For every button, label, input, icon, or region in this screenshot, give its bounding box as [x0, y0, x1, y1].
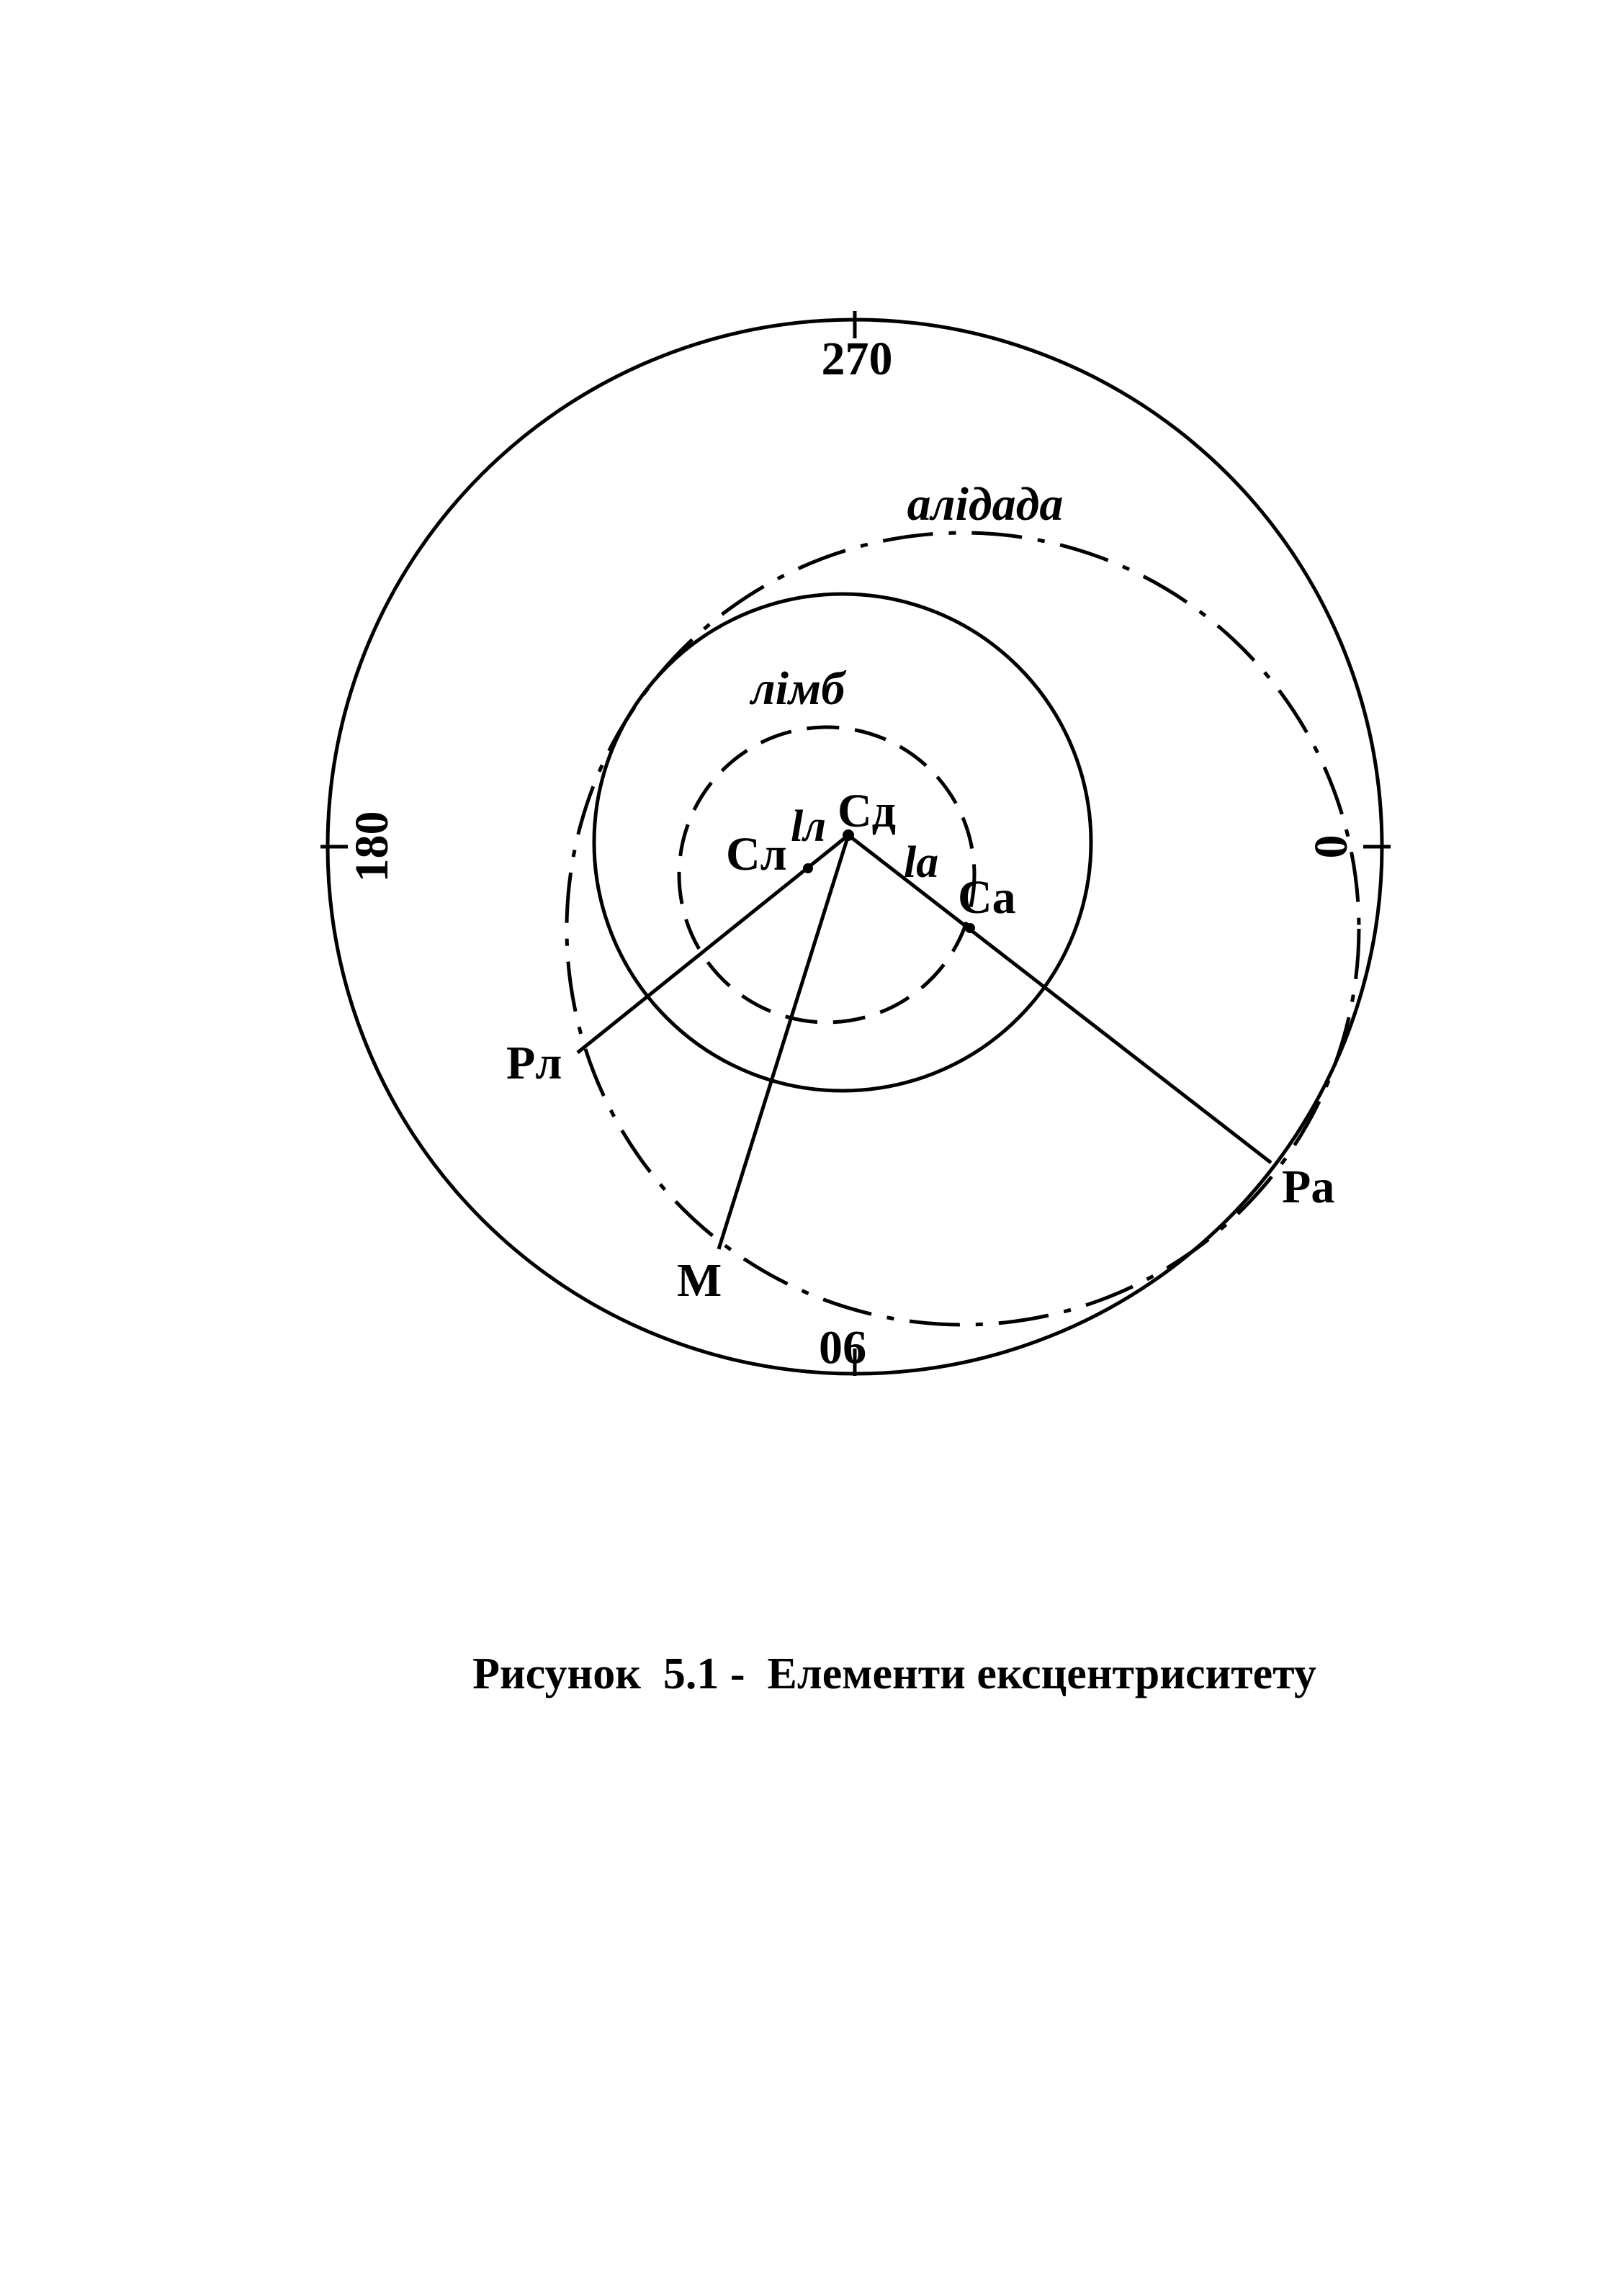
alidade-label: алідада [907, 478, 1064, 531]
scale-label-180: 180 [346, 811, 398, 883]
line-cd-m [719, 835, 848, 1249]
point-label-cd: Сд [838, 785, 897, 837]
figure-caption: Рисунок 5.1 - Елементи ексцентриситету [472, 1649, 1316, 1698]
point-cl [803, 863, 813, 873]
point-label-m: М [677, 1254, 722, 1307]
segment-label-la: la [904, 838, 939, 887]
scale-label-270: 270 [821, 333, 893, 385]
limb-label: лімб [750, 662, 845, 715]
segment-label-ll: lл [791, 802, 827, 851]
point-label-pa: Ра [1282, 1161, 1335, 1213]
point-ca [965, 923, 975, 933]
point-label-ca: Са [958, 871, 1016, 924]
scale-label-0: 0 [1305, 834, 1357, 859]
point-label-cl: Сл [726, 828, 787, 881]
scale-label-90: 90 [819, 1321, 866, 1374]
point-label-pl: Рл [506, 1037, 562, 1089]
outer-dial-circle [328, 320, 1382, 1374]
